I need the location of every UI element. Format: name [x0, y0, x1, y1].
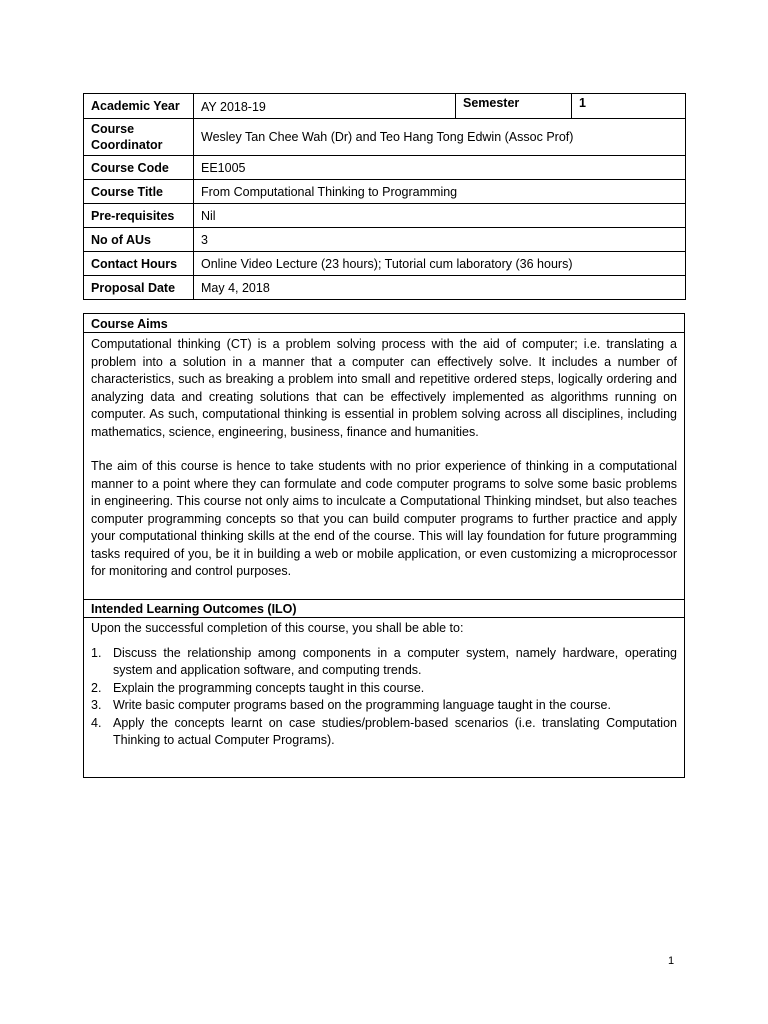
- course-coordinator-value: Wesley Tan Chee Wah (Dr) and Teo Hang Tong Edwin (Assoc Prof): [194, 119, 686, 156]
- semester-value: 1: [572, 94, 686, 119]
- prerequisites-value: Nil: [194, 204, 686, 228]
- semester-label: Semester: [456, 94, 572, 119]
- academic-year-label: Academic Year: [84, 94, 194, 119]
- list-item-text: Explain the programming concepts taught in this course.: [113, 680, 425, 695]
- ilo-intro: Upon the successful completion of this course, you shall be able to:: [91, 621, 464, 635]
- list-item: [91, 715, 677, 750]
- no-of-aus-value: 3: [194, 228, 686, 252]
- course-coordinator-label-line2: Coordinator: [91, 138, 163, 152]
- list-item-number: 4.: [91, 715, 102, 730]
- proposal-date-row: [84, 276, 686, 300]
- aims-ilo-box: [83, 313, 685, 778]
- prerequisites-row: [84, 204, 686, 228]
- course-title-label: Course Title: [84, 180, 194, 204]
- academic-year-row: [84, 94, 686, 119]
- course-aims-heading: Course Aims: [84, 314, 684, 333]
- list-item-number: 1.: [91, 645, 102, 660]
- course-aims-paragraph-1: Computational thinking (CT) is a problem solving process with the aid of computer; i.e. translating a problem into a solution in a manner that a computer can effectively solve. It includes a number of characteristics, such as breaking a problem into small and repetitive ordered steps, logically ordering and analyzing data and creating solutions that can be effectively implemented as algorithms running on computer. As such, computational thinking is essential in problem solving across all disciplines, including mathematics, science, engineering, business, finance and humanities.: [91, 337, 677, 439]
- page-number: 1: [668, 955, 675, 967]
- list-item-text: Write basic computer programs based on the programming language taught in the course.: [113, 698, 611, 712]
- list-item-text: Apply the concepts learnt on case studies/problem-based scenarios (i.e. translating Computation Thinking to actual Computer Programs).: [113, 715, 677, 747]
- contact-hours-value: Online Video Lecture (23 hours); Tutorial cum laboratory (36 hours): [194, 252, 686, 276]
- course-code-label: Course Code: [84, 156, 194, 180]
- list-item-number: 3.: [91, 698, 102, 712]
- list-item: [91, 645, 677, 680]
- contact-hours-row: [84, 252, 686, 276]
- proposal-date-value: May 4, 2018: [194, 276, 686, 300]
- ilo-list: [91, 645, 677, 750]
- list-item-number: 2.: [91, 680, 102, 695]
- course-code-value: EE1005: [194, 156, 686, 180]
- ilo-heading: Intended Learning Outcomes (ILO): [84, 600, 684, 618]
- course-code-row: [84, 156, 686, 180]
- course-title-value: From Computational Thinking to Programming: [194, 180, 686, 204]
- course-aims-body: [84, 333, 684, 600]
- ilo-body: [84, 618, 684, 750]
- list-item: [91, 680, 677, 698]
- course-coordinator-label: [84, 119, 194, 156]
- proposal-date-label: Proposal Date: [84, 276, 194, 300]
- course-aims-paragraph-2: The aim of this course is hence to take students with no prior experience of thinking in a computational manner to a point where they can formulate and code computer programs to solve some basic problems in engineering. This course not only aims to inculcate a Computational Thinking mindset, but also teaches computer programming concepts so that you can build computer programs to further practice and apply your computational thinking skills at the end of the course. This will lay foundation for future programming tasks required of you, be it in building a web or mobile application, or even customizing a microprocessor for monitoring and control purposes.: [91, 459, 677, 578]
- course-info-table: [83, 93, 686, 300]
- list-item: [91, 697, 677, 715]
- course-coordinator-row: [84, 119, 686, 156]
- list-item-text: Discuss the relationship among components in a computer system, namely hardware, operating system and application software, and computing trends.: [113, 645, 677, 677]
- contact-hours-label: Contact Hours: [84, 252, 194, 276]
- course-title-row: [84, 180, 686, 204]
- course-coordinator-label-line1: Course: [91, 122, 135, 136]
- no-of-aus-label: No of AUs: [84, 228, 194, 252]
- academic-year-value: AY 2018-19: [194, 94, 456, 119]
- no-of-aus-row: [84, 228, 686, 252]
- prerequisites-label: Pre-requisites: [84, 204, 194, 228]
